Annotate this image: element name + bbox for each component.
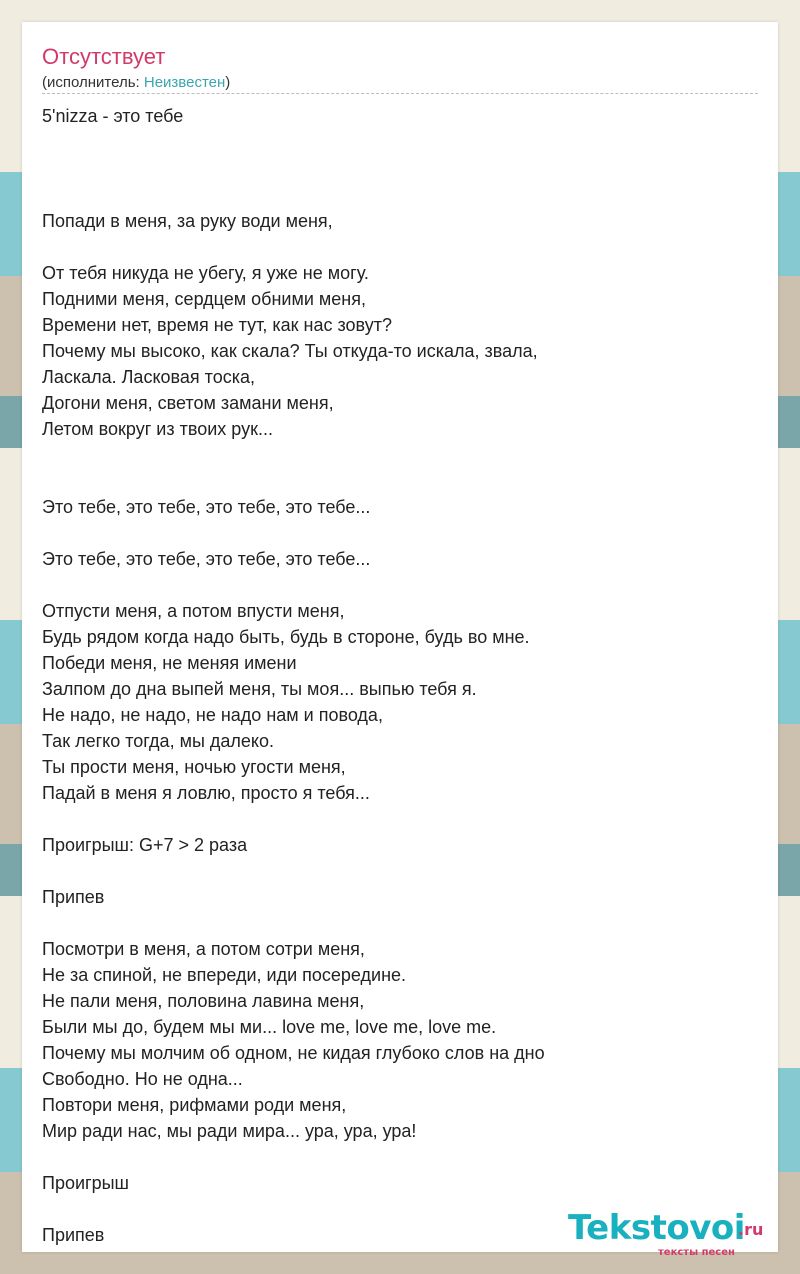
lyric-line: Проигрыш: G+7 > 2 раза [42,835,248,855]
lyric-line: Не надо, не надо, не надо нам и повода, [42,705,383,725]
performer-line [42,74,230,91]
lyric-line [42,910,762,936]
performer-prefix: (исполнитель: [42,74,144,91]
lyric-line: Победи меня, не меняя имени [42,653,297,673]
lyric-line: Ты прости меня, ночью угости меня, [42,757,346,777]
lyric-line: Летом вокруг из твоих рук... [42,419,273,439]
lyric-line [42,182,762,208]
lyric-line: Времени нет, время не тут, как нас зовут? [42,315,392,335]
lyric-line [42,520,762,546]
lyric-line: Припев [42,1225,105,1245]
lyric-line: От тебя никуда не убегу, я уже не могу. [42,263,369,283]
logo-tagline: тексты песен [658,1247,735,1258]
lyric-line [42,858,762,884]
lyric-line: Отпусти меня, а потом впусти меня, [42,601,345,621]
lyric-line: Были мы до, будем мы ми... love me, love me, love me. [42,1017,497,1037]
lyric-line: Почему мы высоко, как скала? Ты откуда-то искала, звала, [42,341,538,361]
lyric-line: Так легко тогда, мы далеко. [42,731,274,751]
lyric-line: Посмотри в меня, а потом сотри меня, [42,939,365,959]
lyric-line: Не за спиной, не впереди, иди посередине. [42,965,407,985]
lyric-line: Это тебе, это тебе, это тебе, это тебе... [42,497,371,517]
lyric-line [42,572,762,598]
lyric-line: Повтори меня, рифмами роди меня, [42,1095,347,1115]
page-title: Отсутствует [42,44,166,69]
lyric-line [42,806,762,832]
lyric-line: Будь рядом когда надо быть, будь в стороне, будь во мне. [42,627,530,647]
lyric-line: Это тебе, это тебе, это тебе, это тебе... [42,549,371,569]
lyrics-page [22,22,778,1258]
lyric-line: Падай в меня я ловлю, просто я тебя... [42,783,370,803]
lyrics-body [42,182,762,1248]
lyric-line: Ласкала. Ласковая тоска, [42,367,255,387]
lyric-line: Проигрыш [42,1173,129,1193]
lyric-line: Мир ради нас, мы ради мира... ура, ура, ура! [42,1121,417,1141]
lyric-line: Свободно. Но не одна... [42,1069,243,1089]
header-divider [42,93,758,94]
site-logo[interactable] [568,1208,778,1258]
lyric-line: Почему мы молчим об одном, не кидая глубоко слов на дно [42,1043,545,1063]
lyric-line: Попади в меня, за руку води меня, [42,211,333,231]
logo-tld: .ru [738,1220,764,1239]
lyric-line: Подними меня, сердцем обними меня, [42,289,366,309]
lyric-line: Залпом до дна выпей меня, ты моя... выпью тебя я. [42,679,477,699]
lyric-line [42,442,762,468]
lyric-line [42,468,762,494]
performer-link[interactable]: Неизвестен [143,74,226,91]
lyric-line: Догони меня, светом замани меня, [42,393,334,413]
lyric-line: Не пали меня, половина лавина меня, [42,991,365,1011]
song-heading: 5'nizza - это тебе [42,106,184,126]
lyric-line: Припев [42,887,105,907]
performer-suffix: ) [225,74,231,91]
logo-text: Tekstovoi [568,1208,745,1248]
lyric-line [42,1144,762,1170]
lyric-line [42,234,762,260]
